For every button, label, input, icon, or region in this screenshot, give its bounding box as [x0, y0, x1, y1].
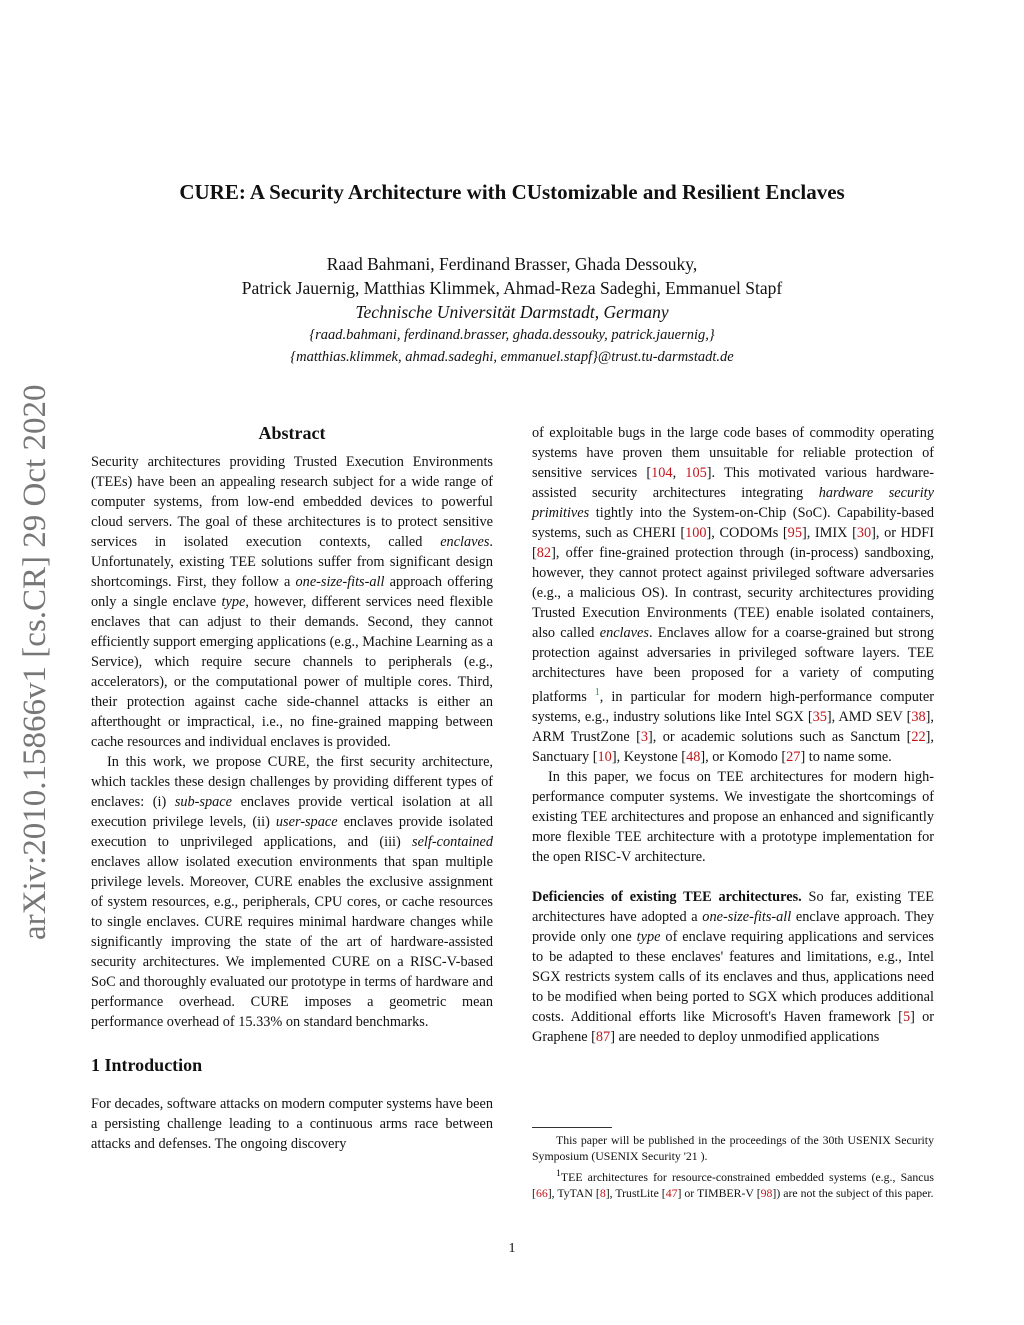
- title-cure-initial: C: [179, 180, 195, 204]
- abstract-text: enclaves allow isolated execution environments that span multiple privilege levels. Moreover,: [91, 854, 493, 890]
- citation-link[interactable]: 35: [812, 709, 827, 725]
- body-text: . Enclaves allow for a coarse-grained but strong protection against adversaries in privileged software layers. TEE architectures have been proposed for a variety of computing platforms: [532, 625, 934, 705]
- citation-link[interactable]: 8: [599, 1185, 606, 1200]
- body-text: ], ARM TrustZone [: [532, 709, 934, 745]
- body-text: ], or academic solutions such as Sanctum [: [648, 729, 912, 745]
- emphasis-text: one-size-fits-all: [702, 909, 792, 925]
- citation-link[interactable]: 98: [760, 1185, 773, 1200]
- abstract-text: . Unfortunately, existing TEE solutions suffer from significant design shortcomings. First, they follow a: [91, 534, 493, 590]
- footnotes: [532, 1127, 934, 1203]
- body-text: ]. This motivated various hardware-assisted security architectures integrating: [532, 465, 934, 501]
- author-line-1: Raad Bahmani, Ferdinand Brasser, Ghada Dessouky,: [326, 254, 698, 274]
- run-in-heading: Deficiencies of existing TEE architectures.: [532, 889, 802, 905]
- email-line-1: {raad.bahmani, ferdinand.brasser, ghada.dessouky, patrick.jauernig,}: [309, 327, 715, 343]
- title-cu-smallcaps: U: [526, 180, 542, 204]
- abstract-text: requires minimal hardware changes while significantly improving the state of the art of hardware-assisted security architectures. We implemented: [91, 914, 493, 970]
- emphasis-text: one-size-fits-all: [295, 574, 385, 590]
- emphasis-text: hardware security primitives: [532, 485, 935, 521]
- citation-link[interactable]: 10: [597, 749, 612, 765]
- body-text: , in particular for modern high-performance computer systems, e.g., industry solutions like Intel SGX [: [532, 689, 934, 725]
- citation-link[interactable]: 95: [787, 525, 802, 541]
- cure-smallcaps: URE: [260, 994, 289, 1010]
- body-text: ,: [672, 465, 686, 481]
- body-text: ], or HDFI [: [532, 525, 934, 561]
- cure-initial: C: [267, 754, 278, 770]
- paragraph-gap: [532, 867, 934, 887]
- intro-paragraph-2: In this paper, we focus on TEE architectures for modern high-performance computer systems. We investigate the shortcomings of existing TEE architectures and propose an enhanced and significantly more flexible TEE architecture with a prototype implementation for the open RISC-V architecture.: [532, 769, 934, 865]
- body-text: of exploitable bugs in the large code bases of commodity operating systems have proven them unsuitable for reliable protection of sensitive services [: [532, 425, 934, 481]
- abstract-text: In this work, we propose: [107, 754, 268, 770]
- body-text: ] or Graphene [: [532, 1009, 935, 1045]
- emphasis-text: user-space: [275, 814, 338, 830]
- footnote-1: [532, 1166, 934, 1201]
- body-text: ], IMIX [: [801, 525, 857, 541]
- right-column: [532, 423, 934, 1047]
- citation-link[interactable]: 38: [911, 709, 926, 725]
- title-middle: : A Security Architecture with: [238, 180, 512, 204]
- cure-initial: C: [250, 994, 261, 1010]
- abstract-heading: Abstract: [258, 423, 326, 443]
- intro-paragraph-continued: [532, 423, 934, 767]
- body-text: ] are needed to deploy unmodified applications: [610, 1029, 880, 1045]
- abstract-paragraph-1: [91, 452, 493, 752]
- intro-paragraph-1: For decades, software attacks on modern computer systems have been a persisting challenge leading to a continuous arms race between attacks and defenses. The ongoing discovery: [91, 1096, 493, 1152]
- abstract-paragraph-2: [91, 752, 493, 1032]
- citation-link[interactable]: 105: [685, 465, 707, 481]
- citation-link[interactable]: 47: [665, 1185, 678, 1200]
- left-column: [91, 420, 493, 1154]
- emphasis-text: sub-space: [174, 794, 232, 810]
- title-cure-smallcaps: URE: [194, 180, 239, 204]
- cure-initial: C: [331, 954, 342, 970]
- email-line-2: {matthias.klimmek, ahmad.sadeghi, emmanuel.stapf}@trust.tu-darmstadt.de: [290, 349, 734, 365]
- author-block: [80, 252, 944, 368]
- citation-link[interactable]: 100: [685, 525, 707, 541]
- body-text: tightly into the System-on-Chip (SoC). Capability-based systems, such as CHERI [: [532, 505, 934, 541]
- cure-initial: C: [204, 914, 215, 930]
- citation-link[interactable]: 5: [902, 1009, 911, 1025]
- footnote-text: TEE architectures for resource-constrained embedded systems (e.g., Sancus [: [532, 1169, 934, 1200]
- cure-smallcaps: URE: [341, 954, 371, 970]
- footnote-publication: This paper will be published in the proceedings of the 30th USENIX Security Symposium (USENIX Security '21 ).: [532, 1133, 934, 1163]
- body-text: ], Sanctuary [: [532, 729, 935, 765]
- body-text: ], offer fine-grained protection through (in-process) sandboxing, however, they cannot protect against privileged software adversaries (e.g., a malicious OS). In contrast, security architectures providing Trusted Execution Environments (TEE) enable isolated containers, also called: [532, 545, 934, 641]
- footnote-text: ], TrustLite [: [605, 1185, 666, 1200]
- emphasis-text: enclaves: [599, 625, 649, 641]
- abstract-text: enclaves provide isolated execution to unprivileged applications, and (iii): [91, 814, 493, 850]
- citation-link[interactable]: 48: [686, 749, 701, 765]
- abstract-text: approach offering only a single enclave: [91, 574, 493, 610]
- abstract-text: enclaves provide vertical isolation at all execution privilege levels, (ii): [91, 794, 493, 830]
- cure-smallcaps: URE: [277, 754, 306, 770]
- body-text: ], or Komodo [: [700, 749, 787, 765]
- deficiencies-paragraph: [532, 887, 934, 1047]
- body-text: of enclave requiring applications and services to be adapted to these enclaves' features and limitations, e.g., Intel SGX restricts system calls of its enclaves and thus, applications need to be modified when being ported to SGX which produces additional costs. Additional efforts like Microsoft's Haven framework [: [532, 929, 934, 1025]
- body-text: ] to name some.: [800, 749, 892, 765]
- emphasis-text: type: [221, 594, 246, 610]
- citation-link[interactable]: 22: [911, 729, 926, 745]
- abstract-text: , however, different services need flexible enclaves that can adjust to their demands. Second, they cannot efficiently support emerging applications (e.g., Machine Learning as a Service), which require secure channels to peripherals (e.g., accelerators), or the computational power of multiple cores. Third, their protection against cache side-channel attacks is either an afterthought or impractical, i.e., no fine-grained mapping between cache resources and individual enclaves is provided.: [91, 594, 493, 750]
- abstract-text: enables the exclusive assignment of system resources, e.g., peripherals, CPU cores, or cache resources to single enclaves.: [91, 874, 494, 930]
- citation-link[interactable]: 66: [535, 1185, 548, 1200]
- paper-title: [80, 180, 944, 205]
- citation-link[interactable]: 27: [786, 749, 801, 765]
- footnote-number: 1: [556, 1168, 561, 1179]
- emphasis-text: self-contained: [412, 834, 493, 850]
- emphasis-text: type: [636, 929, 661, 945]
- cure-smallcaps: URE: [214, 914, 243, 930]
- cure-smallcaps: URE: [263, 874, 293, 890]
- body-text: So far, existing TEE architectures have adopted a: [532, 889, 935, 925]
- abstract-text: on a RISC-V-based SoC and thoroughly evaluated our prototype in terms of hardware and performance overhead.: [91, 954, 493, 1010]
- footnote-text: ] or TIMBER-V [: [677, 1185, 761, 1200]
- citation-link[interactable]: 87: [595, 1029, 611, 1045]
- arxiv-identifier-stamp[interactable]: arXiv:2010.15866v1 [cs.CR] 29 Oct 2020: [17, 384, 53, 940]
- abstract-text: Security architectures providing Trusted Execution Environments (TEEs) have been an appealing research subject for a wide range of computer systems, from low-end embedded devices to powerful cloud servers. The goal of these architectures is to protect sensitive services in isolated execution contexts, called: [91, 454, 493, 550]
- abstract-text: , the first security architecture, which tackles these design challenges by providing different types of enclaves: (i): [91, 754, 493, 810]
- body-text: ], AMD SEV [: [826, 709, 912, 725]
- title-end: stomizable and Resilient Enclaves: [541, 180, 845, 204]
- footnote-text: ]) are not the subject of this paper.: [772, 1185, 934, 1200]
- citation-link[interactable]: 82: [536, 545, 552, 561]
- section-heading-introduction: 1 Introduction: [91, 1055, 203, 1075]
- citation-link[interactable]: 30: [856, 525, 872, 541]
- emphasis-text: enclaves: [440, 534, 490, 550]
- author-line-2: Patrick Jauernig, Matthias Klimmek, Ahmad-Reza Sadeghi, Emmanuel Stapf: [241, 278, 783, 298]
- body-text: enclave approach. They provide only one: [532, 909, 934, 945]
- body-text: ], CODOMs [: [706, 525, 788, 541]
- footnote-text: ], TyTAN [: [547, 1185, 600, 1200]
- abstract-text: imposes a geometric mean performance overhead of 15.33% on standard benchmarks.: [91, 994, 493, 1030]
- page-number: 1: [508, 1241, 516, 1256]
- affiliation: Technische Universität Darmstadt, Germany: [355, 302, 669, 322]
- footnote-rule: [532, 1127, 612, 1128]
- cure-initial: C: [254, 874, 264, 890]
- footnote-marker-link[interactable]: 1: [594, 687, 600, 698]
- title-cu-initial: C: [511, 180, 527, 204]
- citation-link[interactable]: 3: [640, 729, 649, 745]
- body-text: ], Keystone [: [611, 749, 687, 765]
- citation-link[interactable]: 104: [651, 465, 673, 481]
